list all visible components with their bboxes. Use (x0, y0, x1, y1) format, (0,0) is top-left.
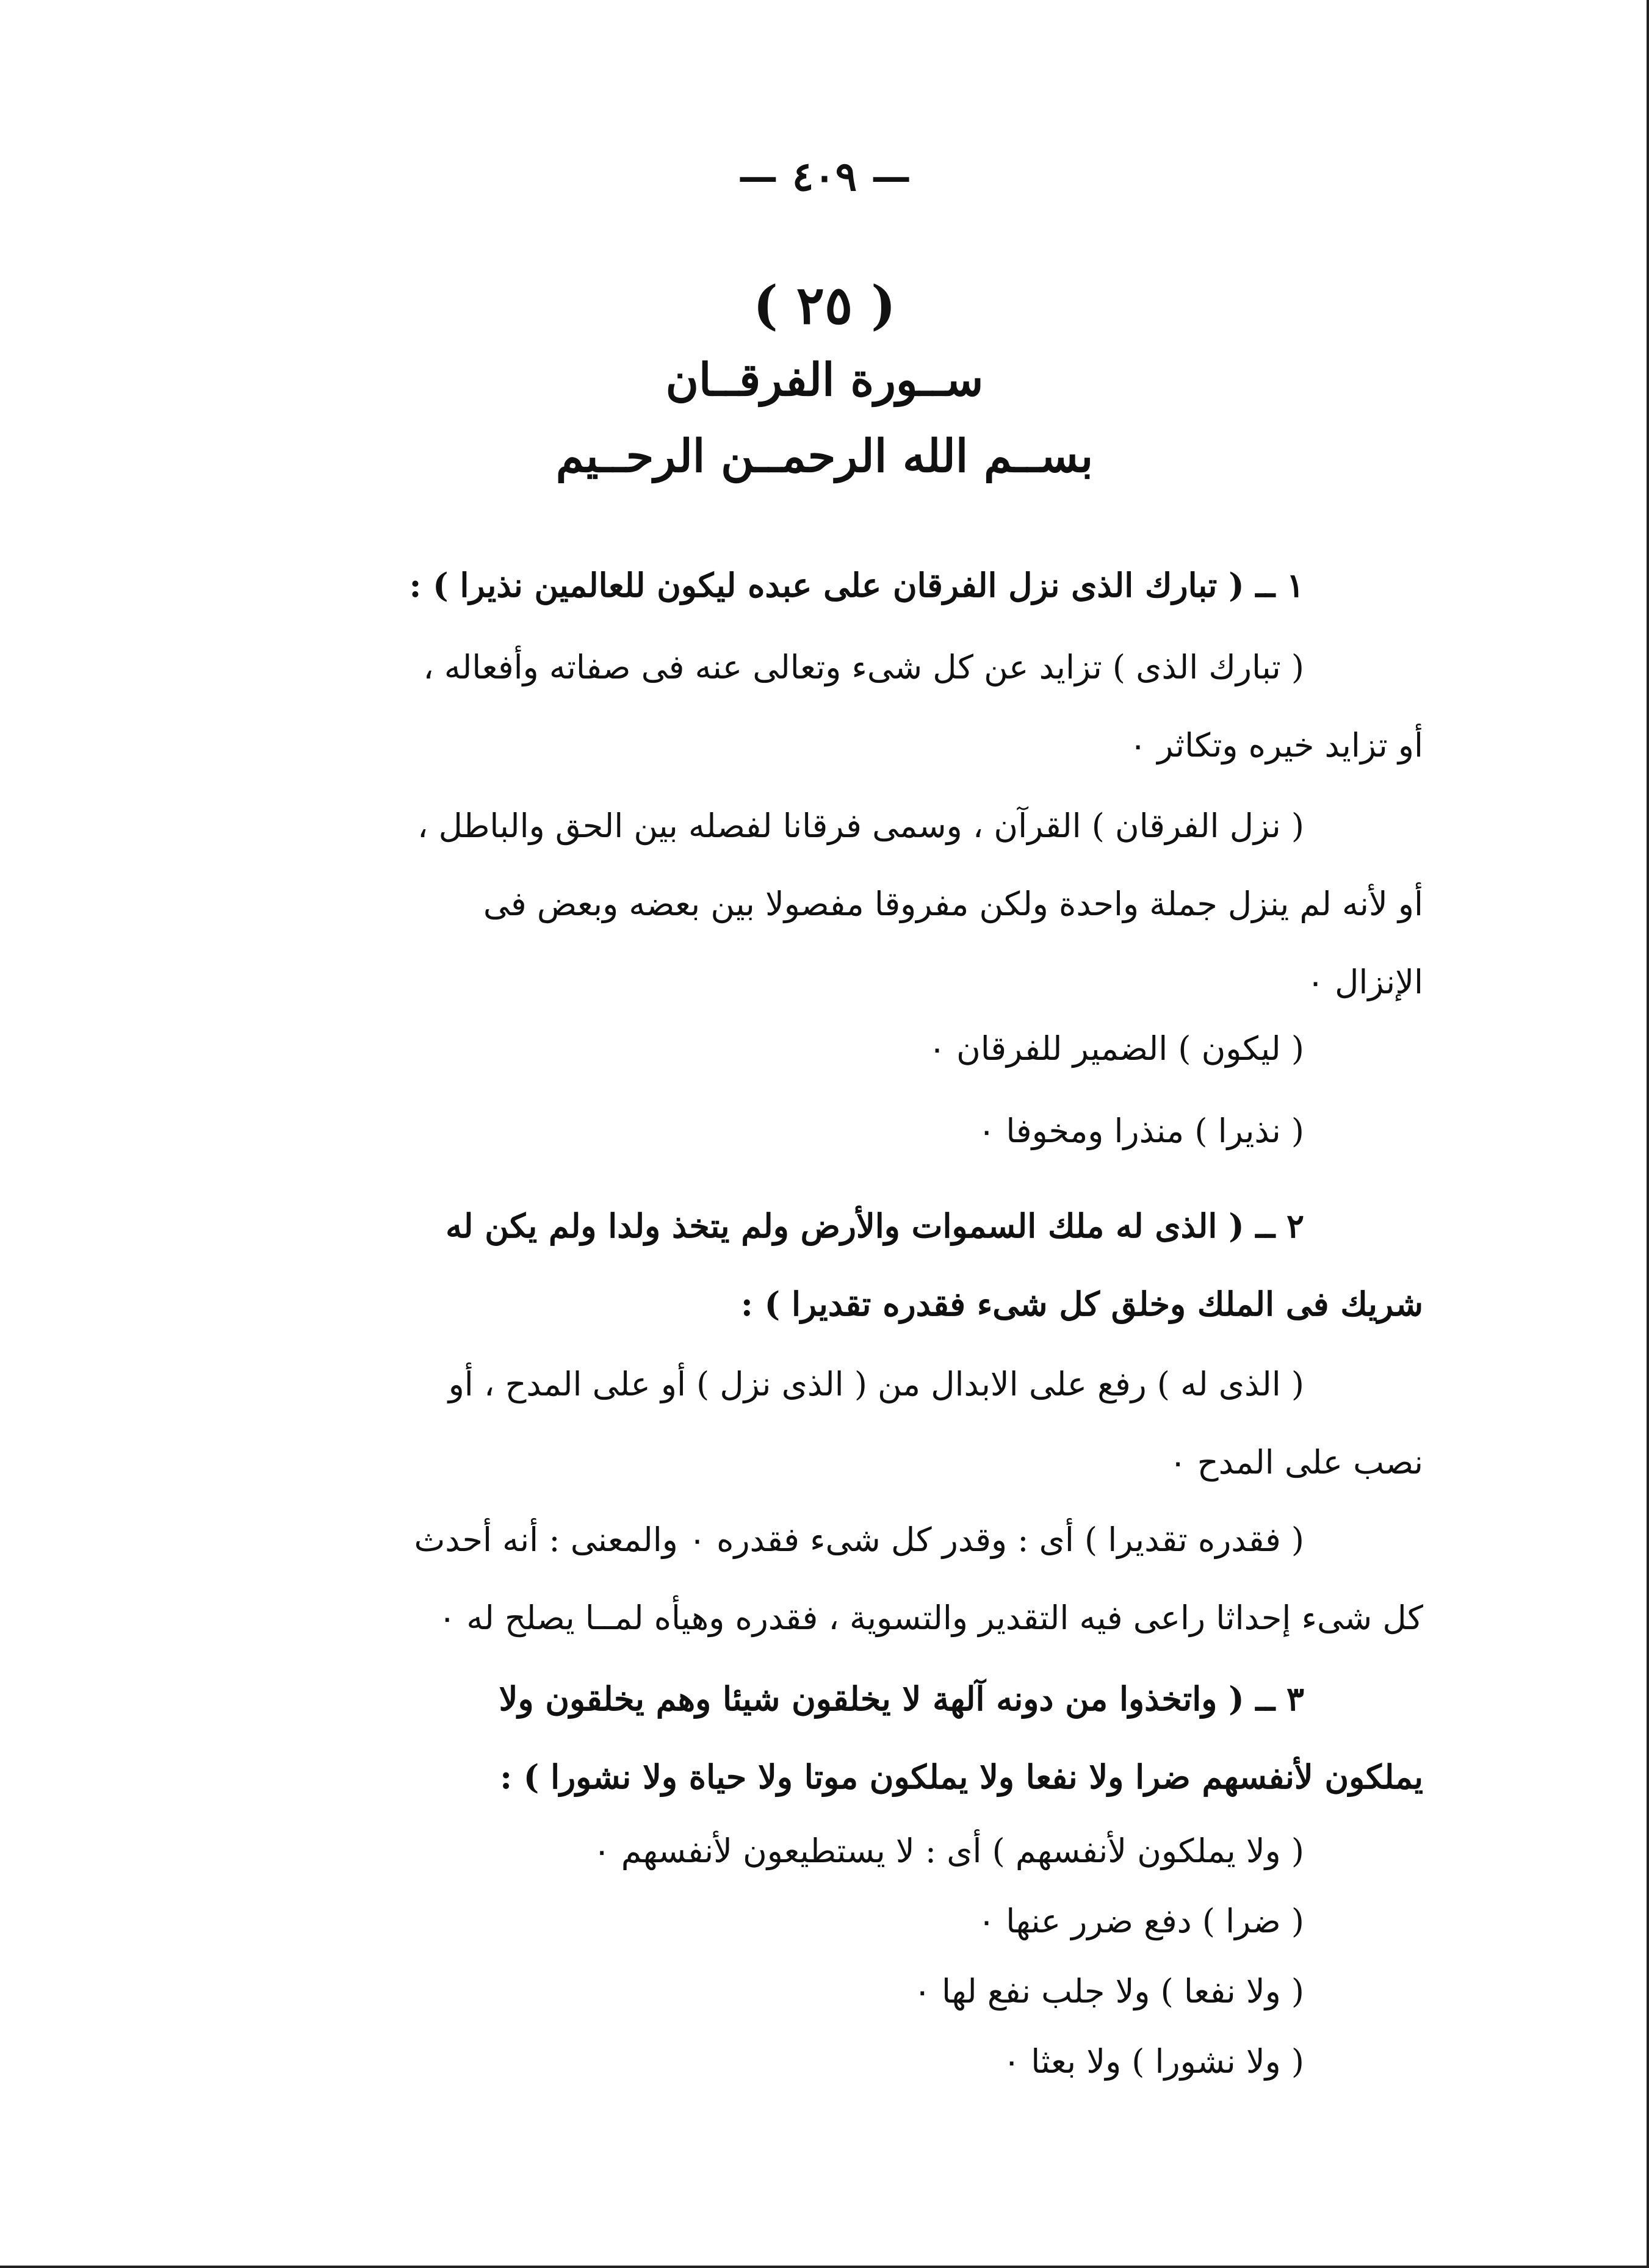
commentary-liyakun (264, 1010, 1423, 1088)
text-line: ( نذيرا ) منذرا ومخوفا ٠ (978, 1112, 1304, 1150)
commentary-la-yamlikun (264, 1812, 1423, 1890)
verse-1 (264, 546, 1423, 624)
text-line: الإنزال ٠ (1306, 963, 1423, 1001)
commentary-faqaddarahu (264, 1501, 1423, 1657)
commentary-tabarak (264, 628, 1423, 785)
verse-2 (264, 1187, 1423, 1343)
text-line: ( ولا يملكون لأنفسهم ) أى : لا يستطيعون لأنفسهم ٠ (593, 1832, 1304, 1870)
text-line: ( نزل الفرقان ) القرآن ، وسمى فرقانا لفصله بين الحق والباطل ، (417, 807, 1304, 845)
text-line: أو لأنه لم ينزل جملة واحدة ولكن مفروقا مفصولا بين بعضه وبعض فى (483, 885, 1423, 923)
commentary-nadhir (264, 1092, 1423, 1170)
surah-title: ســورة الفرقــان (665, 354, 984, 406)
commentary-nushuran (264, 2023, 1423, 2101)
page-border-right (1647, 0, 1649, 2268)
page-number: — ٤٠٩ — (737, 153, 912, 200)
basmala: بســم الله الرحمــن الرحــيم (555, 430, 1094, 483)
text-line: ٣ ــ ( واتخذوا من دونه آلهة لا يخلقون شيئا وهم يخلقون ولا (499, 1679, 1304, 1718)
text-line: ( فقدره تقديرا ) أى : وقدر كل شىء فقدره ٠ والمعنى : أنه أحدث (414, 1521, 1304, 1559)
text-line: نصب على المدح ٠ (1169, 1443, 1423, 1481)
commentary-alladhi-lahu (264, 1345, 1423, 1502)
commentary-furqan (264, 787, 1423, 1021)
chapter-number: ( ٢٥ ) (753, 275, 896, 336)
text-line: ( ولا نفعا ) ولا جلب نفع لها ٠ (913, 1972, 1304, 2011)
text-line: أو تزايد خيره وتكاثر ٠ (1129, 726, 1423, 765)
text-line: ٢ ــ ( الذى له ملك السموات والأرض ولم يتخذ ولدا ولم يكن له (446, 1206, 1304, 1245)
text-line: ( تبارك الذى ) تزايد عن كل شىء وتعالى عنه فى صفاته وأفعاله ، (423, 648, 1304, 686)
text-line: كل شىء إحداثا راعى فيه التقدير والتسوية ، فقدره وهيأه لمــا يصلح له ٠ (438, 1599, 1423, 1637)
verse-3 (264, 1660, 1423, 1816)
text-line: ( ولا نشورا ) ولا بعثا ٠ (1003, 2042, 1304, 2081)
text-line: ( ضرا ) دفع ضرر عنها ٠ (978, 1902, 1304, 1940)
text-line: ( الذى له ) رفع على الابدال من ( الذى نزل ) أو على المدح ، أو (448, 1365, 1304, 1403)
text-line: يملكون لأنفسهم ضرا ولا نفعا ولا يملكون موتا ولا حياة ولا نشورا ) : (500, 1757, 1423, 1796)
text-line: شريك فى الملك وخلق كل شىء فقدره تقديرا ) : (740, 1284, 1423, 1323)
commentary-darran (264, 1882, 1423, 1960)
commentary-naf-an (264, 1953, 1423, 2031)
text-line: ( ليكون ) الضمير للفرقان ٠ (928, 1029, 1304, 1068)
text-line: ١ ــ ( تبارك الذى نزل الفرقان على عبده ليكون للعالمين نذيرا ) : (409, 566, 1304, 605)
page-border-bottom (0, 2266, 1649, 2268)
